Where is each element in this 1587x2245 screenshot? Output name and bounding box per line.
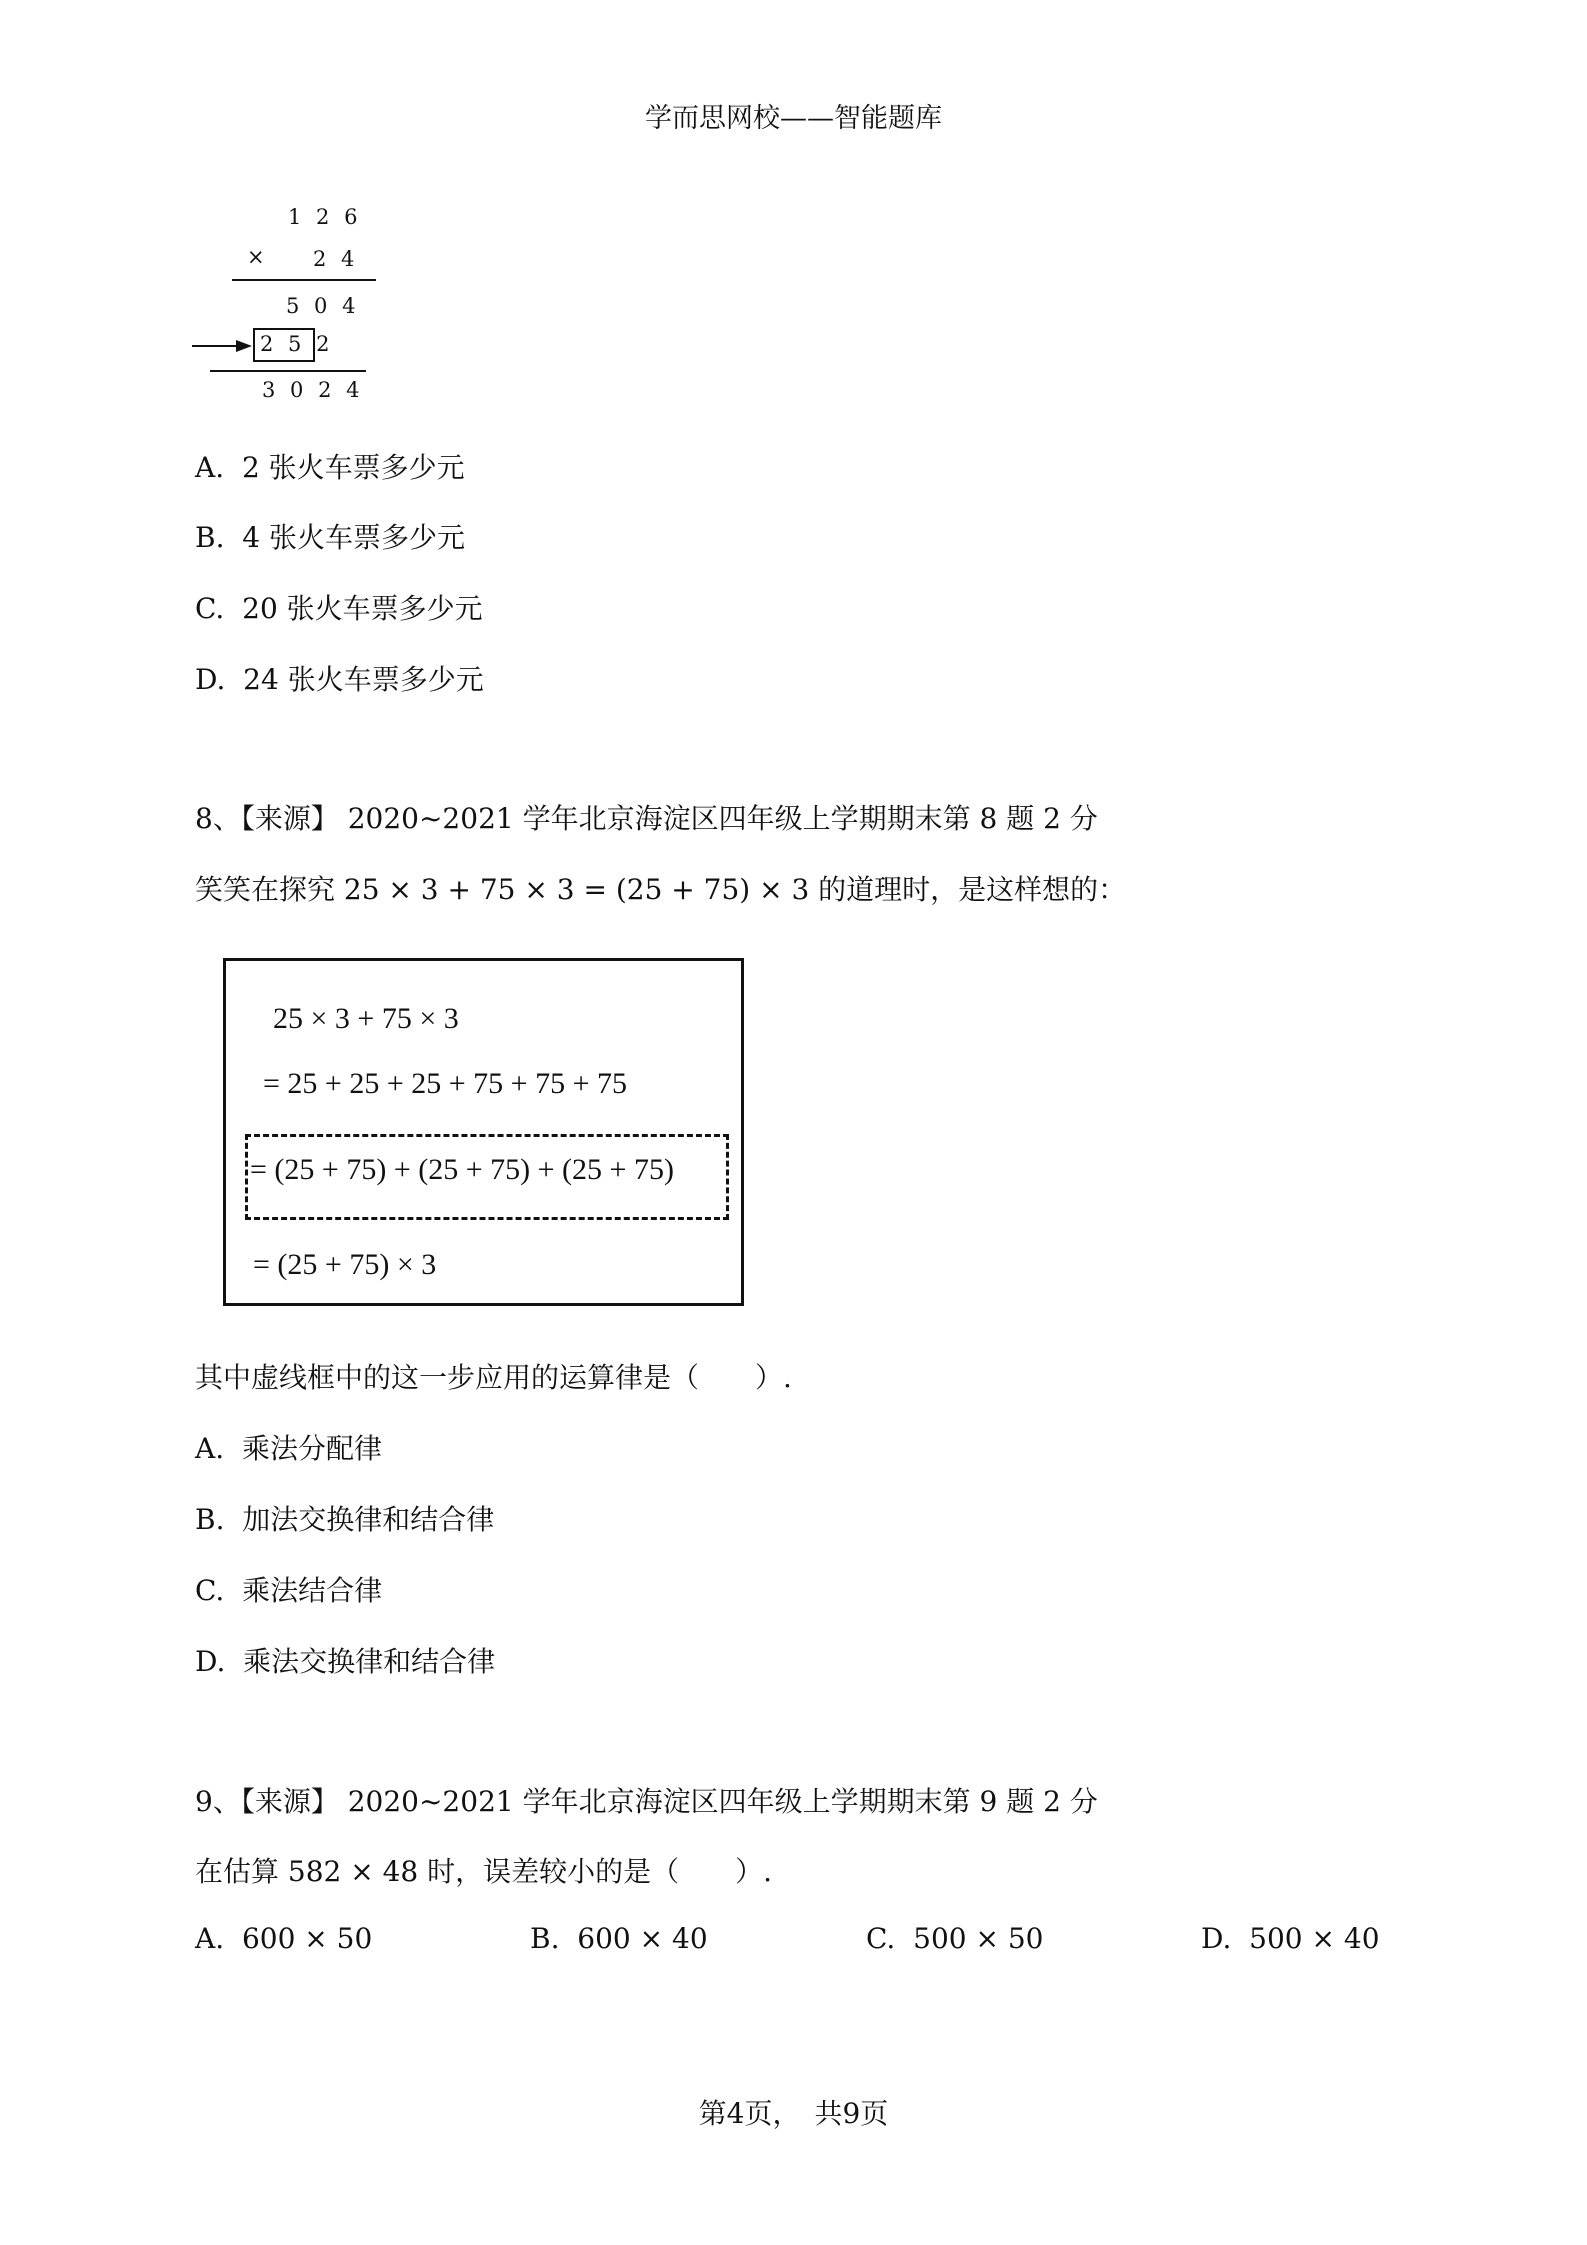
option-letter: A. — [195, 451, 225, 484]
option-b[interactable] — [195, 516, 465, 556]
partial-product-1: 5 0 4 — [286, 294, 360, 318]
option-letter: A. — [195, 1922, 225, 1955]
option-letter: D. — [1201, 1922, 1232, 1955]
page-footer: 第4页， 共9页 — [698, 2097, 889, 2130]
option-d[interactable] — [195, 658, 484, 698]
q8-question: 其中虚线框中的这一步应用的运算律是（ ）. — [195, 1361, 792, 1394]
q9-source: 9、【来源】 2020~2021 学年北京海淀区四年级上学期期末第 9 题 2 分 — [195, 1785, 1098, 1818]
rule-line — [210, 370, 366, 372]
option-a[interactable] — [195, 1427, 382, 1467]
option-letter: B. — [530, 1922, 560, 1955]
option-letter: C. — [195, 1574, 225, 1607]
box-line-4: = (25 + 75) × 3 — [253, 1248, 437, 1281]
option-letter: B. — [195, 521, 225, 554]
option-letter: B. — [195, 1503, 225, 1536]
option-c[interactable] — [195, 587, 483, 627]
q9-stem: 在估算 582 × 48 时，误差较小的是（ ）. — [195, 1855, 773, 1888]
option-text: 600 × 50 — [241, 1922, 373, 1955]
option-a[interactable] — [195, 1922, 372, 1955]
option-text: 24 张火车票多少元 — [243, 663, 484, 696]
option-d[interactable] — [195, 1640, 495, 1680]
q8-stem: 笑笑在探究 25 × 3 + 75 × 3 = (25 + 75) × 3 的道理时，是这样想的： — [195, 873, 1127, 906]
option-text: 500 × 50 — [913, 1922, 1044, 1955]
option-b[interactable] — [195, 1498, 494, 1538]
box-line-3: = (25 + 75) + (25 + 75) + (25 + 75) — [250, 1153, 674, 1186]
option-text: 加法交换律和结合律 — [242, 1503, 495, 1536]
q8-source: 8、【来源】 2020~2021 学年北京海淀区四年级上学期期末第 8 题 2 分 — [195, 802, 1098, 835]
option-d[interactable] — [1201, 1922, 1380, 1955]
option-text: 20 张火车票多少元 — [242, 592, 483, 625]
times-sign: × — [247, 245, 269, 269]
arrow-right-icon — [192, 338, 254, 354]
option-letter: A. — [195, 1432, 225, 1465]
option-text: 乘法结合律 — [242, 1574, 383, 1607]
option-letter: D. — [195, 1645, 226, 1678]
option-c[interactable] — [195, 1569, 382, 1609]
option-c[interactable] — [866, 1922, 1043, 1955]
multiplicand: 1 2 6 — [288, 205, 362, 229]
option-letter: D. — [195, 663, 226, 696]
box-line-1: 25 × 3 + 75 × 3 — [273, 1002, 459, 1035]
box-line-2: = 25 + 25 + 25 + 75 + 75 + 75 — [263, 1067, 628, 1100]
option-text: 2 张火车票多少元 — [241, 451, 465, 484]
page-header: 学而思网校——智能题库 — [645, 103, 942, 134]
option-text: 500 × 40 — [1249, 1922, 1380, 1955]
option-text: 600 × 40 — [577, 1922, 708, 1955]
final-product: 3 0 2 4 — [262, 378, 364, 402]
option-letter: C. — [866, 1922, 896, 1955]
option-letter: C. — [195, 592, 225, 625]
option-a[interactable] — [195, 446, 465, 486]
option-b[interactable] — [530, 1922, 708, 1955]
rule-line — [232, 279, 376, 281]
option-text: 乘法交换律和结合律 — [243, 1645, 496, 1678]
option-text: 4 张火车票多少元 — [242, 521, 466, 554]
multiplier: 2 4 — [313, 247, 359, 271]
option-text: 乘法分配律 — [241, 1432, 382, 1465]
partial-product-2: 2 5 2 — [260, 332, 334, 356]
